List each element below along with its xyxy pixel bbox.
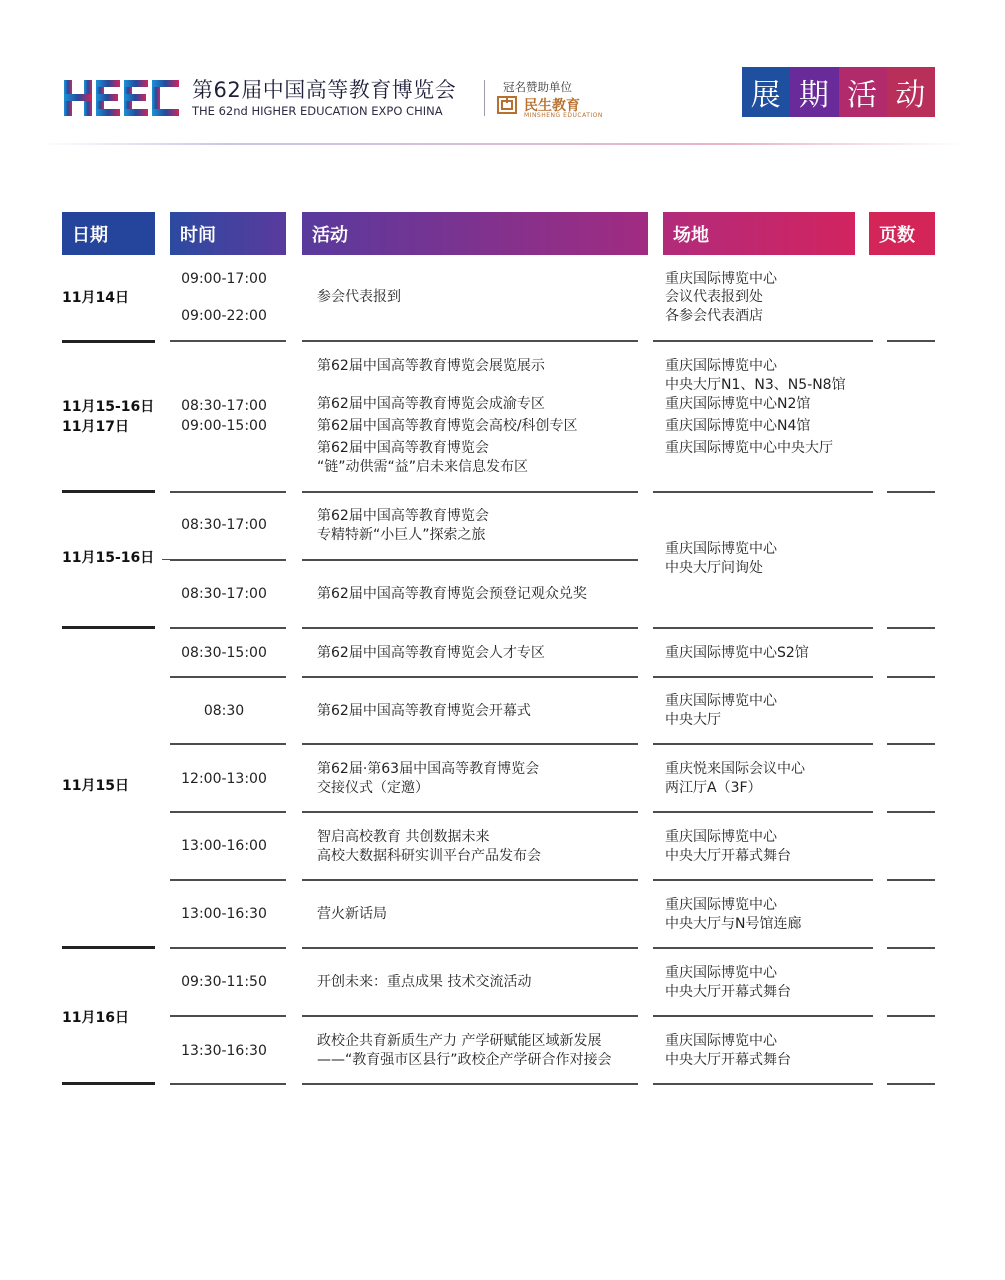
time-cell: 08:30-15:00: [181, 645, 267, 661]
time-cell: 12:00-13:00: [181, 771, 267, 787]
date-cell: 11月15日: [62, 778, 129, 794]
row-divider: [887, 1015, 935, 1017]
row-divider: [887, 879, 935, 881]
row-divider: [653, 947, 873, 949]
row-divider: [302, 627, 638, 629]
header-gradient-line: [40, 143, 965, 145]
sponsor-logo-icon: [497, 96, 517, 114]
row-divider: [887, 743, 935, 745]
venue-cell: 会议代表报到处: [665, 289, 763, 305]
venue-cell: 中央大厅开幕式舞台: [665, 1052, 791, 1068]
row-divider: [170, 491, 286, 493]
venue-cell: 中央大厅问询处: [665, 560, 763, 576]
row-divider: [653, 491, 873, 493]
row-divider: [887, 947, 935, 949]
row-divider: [170, 627, 286, 629]
row-divider: [653, 627, 873, 629]
venue-cell: 中央大厅N1、N3、N5-N8馆: [665, 377, 846, 393]
venue-cell: 中央大厅: [665, 712, 721, 728]
badge-char: 动: [887, 67, 935, 117]
date-cell: 11月15-16日: [62, 550, 155, 566]
column-header-date: 日期: [62, 212, 155, 255]
row-divider: [170, 811, 286, 813]
venue-cell: 各参会代表酒店: [665, 308, 763, 324]
venue-cell: 重庆国际博览中心: [665, 897, 777, 913]
row-divider: [302, 340, 638, 342]
row-divider: [653, 676, 873, 678]
badge-char: 期: [790, 67, 838, 117]
badge-char: 活: [839, 67, 887, 117]
sponsor-name: 民生教育: [524, 98, 580, 114]
row-divider: [170, 1083, 286, 1085]
row-divider: [62, 626, 155, 629]
activity-cell: 交接仪式（定邀）: [317, 780, 429, 796]
date-cell: 11月15-16日: [62, 399, 155, 415]
row-divider: [302, 491, 638, 493]
venue-cell: 两江厅A（3F）: [665, 780, 762, 796]
time-cell: 08:30-17:00: [181, 517, 267, 533]
activity-cell: 开创未来：重点成果 技术交流活动: [317, 974, 532, 990]
column-header-venue: 场地: [663, 212, 855, 255]
row-divider: [302, 879, 638, 881]
row-divider: [653, 340, 873, 342]
time-cell: 09:00-22:00: [181, 308, 267, 324]
row-divider: [887, 340, 935, 342]
column-header-time: 时间: [170, 212, 286, 255]
row-divider: [302, 559, 638, 561]
row-divider: [170, 559, 286, 561]
row-divider: [302, 811, 638, 813]
row-divider: [653, 811, 873, 813]
venue-cell: 中央大厅开幕式舞台: [665, 984, 791, 1000]
row-divider: [653, 1015, 873, 1017]
row-divider: [653, 743, 873, 745]
venue-cell: 中央大厅开幕式舞台: [665, 848, 791, 864]
time-cell: 13:00-16:00: [181, 838, 267, 854]
venue-cell: 重庆国际博览中心: [665, 1033, 777, 1049]
time-cell: 09:00-15:00: [181, 418, 267, 434]
venue-cell: 重庆国际博览中心: [665, 271, 777, 287]
row-divider: [62, 946, 155, 949]
time-cell: 08:30: [203, 703, 245, 719]
row-divider: [887, 676, 935, 678]
activity-cell: 政校企共育新质生产力 产学研赋能区域新发展: [317, 1033, 602, 1049]
venue-cell: 重庆国际博览中心: [665, 541, 777, 557]
row-divider: [62, 340, 155, 343]
activity-cell: 第62届·第63届中国高等教育博览会: [317, 761, 540, 777]
activity-cell: 第62届中国高等教育博览会成渝专区: [317, 396, 545, 412]
activity-cell: 专精特新“小巨人”探索之旅: [317, 527, 486, 543]
time-cell: 13:30-16:30: [181, 1043, 267, 1059]
time-cell: 13:00-16:30: [181, 906, 267, 922]
activity-cell: 高校大数据科研实训平台产品发布会: [317, 848, 541, 864]
row-divider: [62, 1082, 155, 1085]
activity-cell: 营火新话局: [317, 906, 387, 922]
venue-cell: 重庆国际博览中心: [665, 829, 777, 845]
activity-cell: 第62届中国高等教育博览会: [317, 508, 489, 524]
row-divider: [302, 743, 638, 745]
time-cell: 09:00-17:00: [181, 271, 267, 287]
row-divider: [170, 743, 286, 745]
row-divider: [887, 627, 935, 629]
date-cell: 11月14日: [62, 290, 129, 306]
venue-cell: 重庆悦来国际会议中心: [665, 761, 805, 777]
row-divider: [887, 491, 935, 493]
venue-cell: 重庆国际博览中心N4馆: [665, 418, 811, 434]
row-divider: [653, 1083, 873, 1085]
activity-cell: 第62届中国高等教育博览会人才专区: [317, 645, 545, 661]
venue-cell: 重庆国际博览中心中央大厅: [665, 440, 833, 456]
column-header-activity: 活动: [302, 212, 648, 255]
expo-title: 第62届中国高等教育博览会: [192, 78, 457, 102]
venue-cell: 重庆国际博览中心N2馆: [665, 396, 811, 412]
venue-cell: 中央大厅与N号馆连廊: [665, 916, 802, 932]
venue-cell: 重庆国际博览中心S2馆: [665, 645, 809, 661]
row-divider: [170, 340, 286, 342]
time-cell: 09:30-11:50: [181, 974, 267, 990]
activity-cell: 第62届中国高等教育博览会开幕式: [317, 703, 531, 719]
section-badge: [742, 67, 935, 117]
activity-cell: 第62届中国高等教育博览会高校/科创专区: [317, 418, 578, 434]
expo-subtitle: THE 62nd HIGHER EDUCATION EXPO CHINA: [192, 104, 443, 118]
row-divider: [302, 947, 638, 949]
time-cell: 08:30-17:00: [181, 398, 267, 414]
venue-cell: 重庆国际博览中心: [665, 693, 777, 709]
row-divider: [302, 1015, 638, 1017]
heec-logo: [64, 78, 180, 118]
activity-cell: “链”动供需“益”启未来信息发布区: [317, 459, 529, 475]
row-divider: [887, 811, 935, 813]
row-divider: [170, 879, 286, 881]
connector-line: [162, 559, 170, 560]
date-cell: 11月17日: [62, 419, 129, 435]
row-divider: [170, 947, 286, 949]
row-divider: [302, 676, 638, 678]
sponsor-english: MINSHENG EDUCATION: [524, 112, 603, 119]
venue-cell: 重庆国际博览中心: [665, 965, 777, 981]
column-header-page: 页数: [869, 212, 935, 255]
venue-cell: 重庆国际博览中心: [665, 358, 777, 374]
row-divider: [170, 1015, 286, 1017]
activity-cell: ——“教育强市区县行”政校企产学研合作对接会: [317, 1052, 612, 1068]
activity-cell: 第62届中国高等教育博览会展览展示: [317, 358, 545, 374]
row-divider: [62, 490, 155, 493]
badge-char: 展: [742, 67, 790, 117]
header-divider: [484, 80, 485, 116]
activity-cell: 参会代表报到: [317, 289, 401, 305]
row-divider: [887, 1083, 935, 1085]
activity-cell: 第62届中国高等教育博览会: [317, 440, 489, 456]
row-divider: [302, 1083, 638, 1085]
row-divider: [653, 879, 873, 881]
activity-cell: 第62届中国高等教育博览会预登记观众兑奖: [317, 586, 587, 602]
activity-cell: 智启高校教育 共创数据未来: [317, 829, 490, 845]
sponsor-label: 冠名赞助单位: [503, 80, 572, 94]
time-cell: 08:30-17:00: [181, 586, 267, 602]
row-divider: [170, 676, 286, 678]
date-cell: 11月16日: [62, 1010, 129, 1026]
